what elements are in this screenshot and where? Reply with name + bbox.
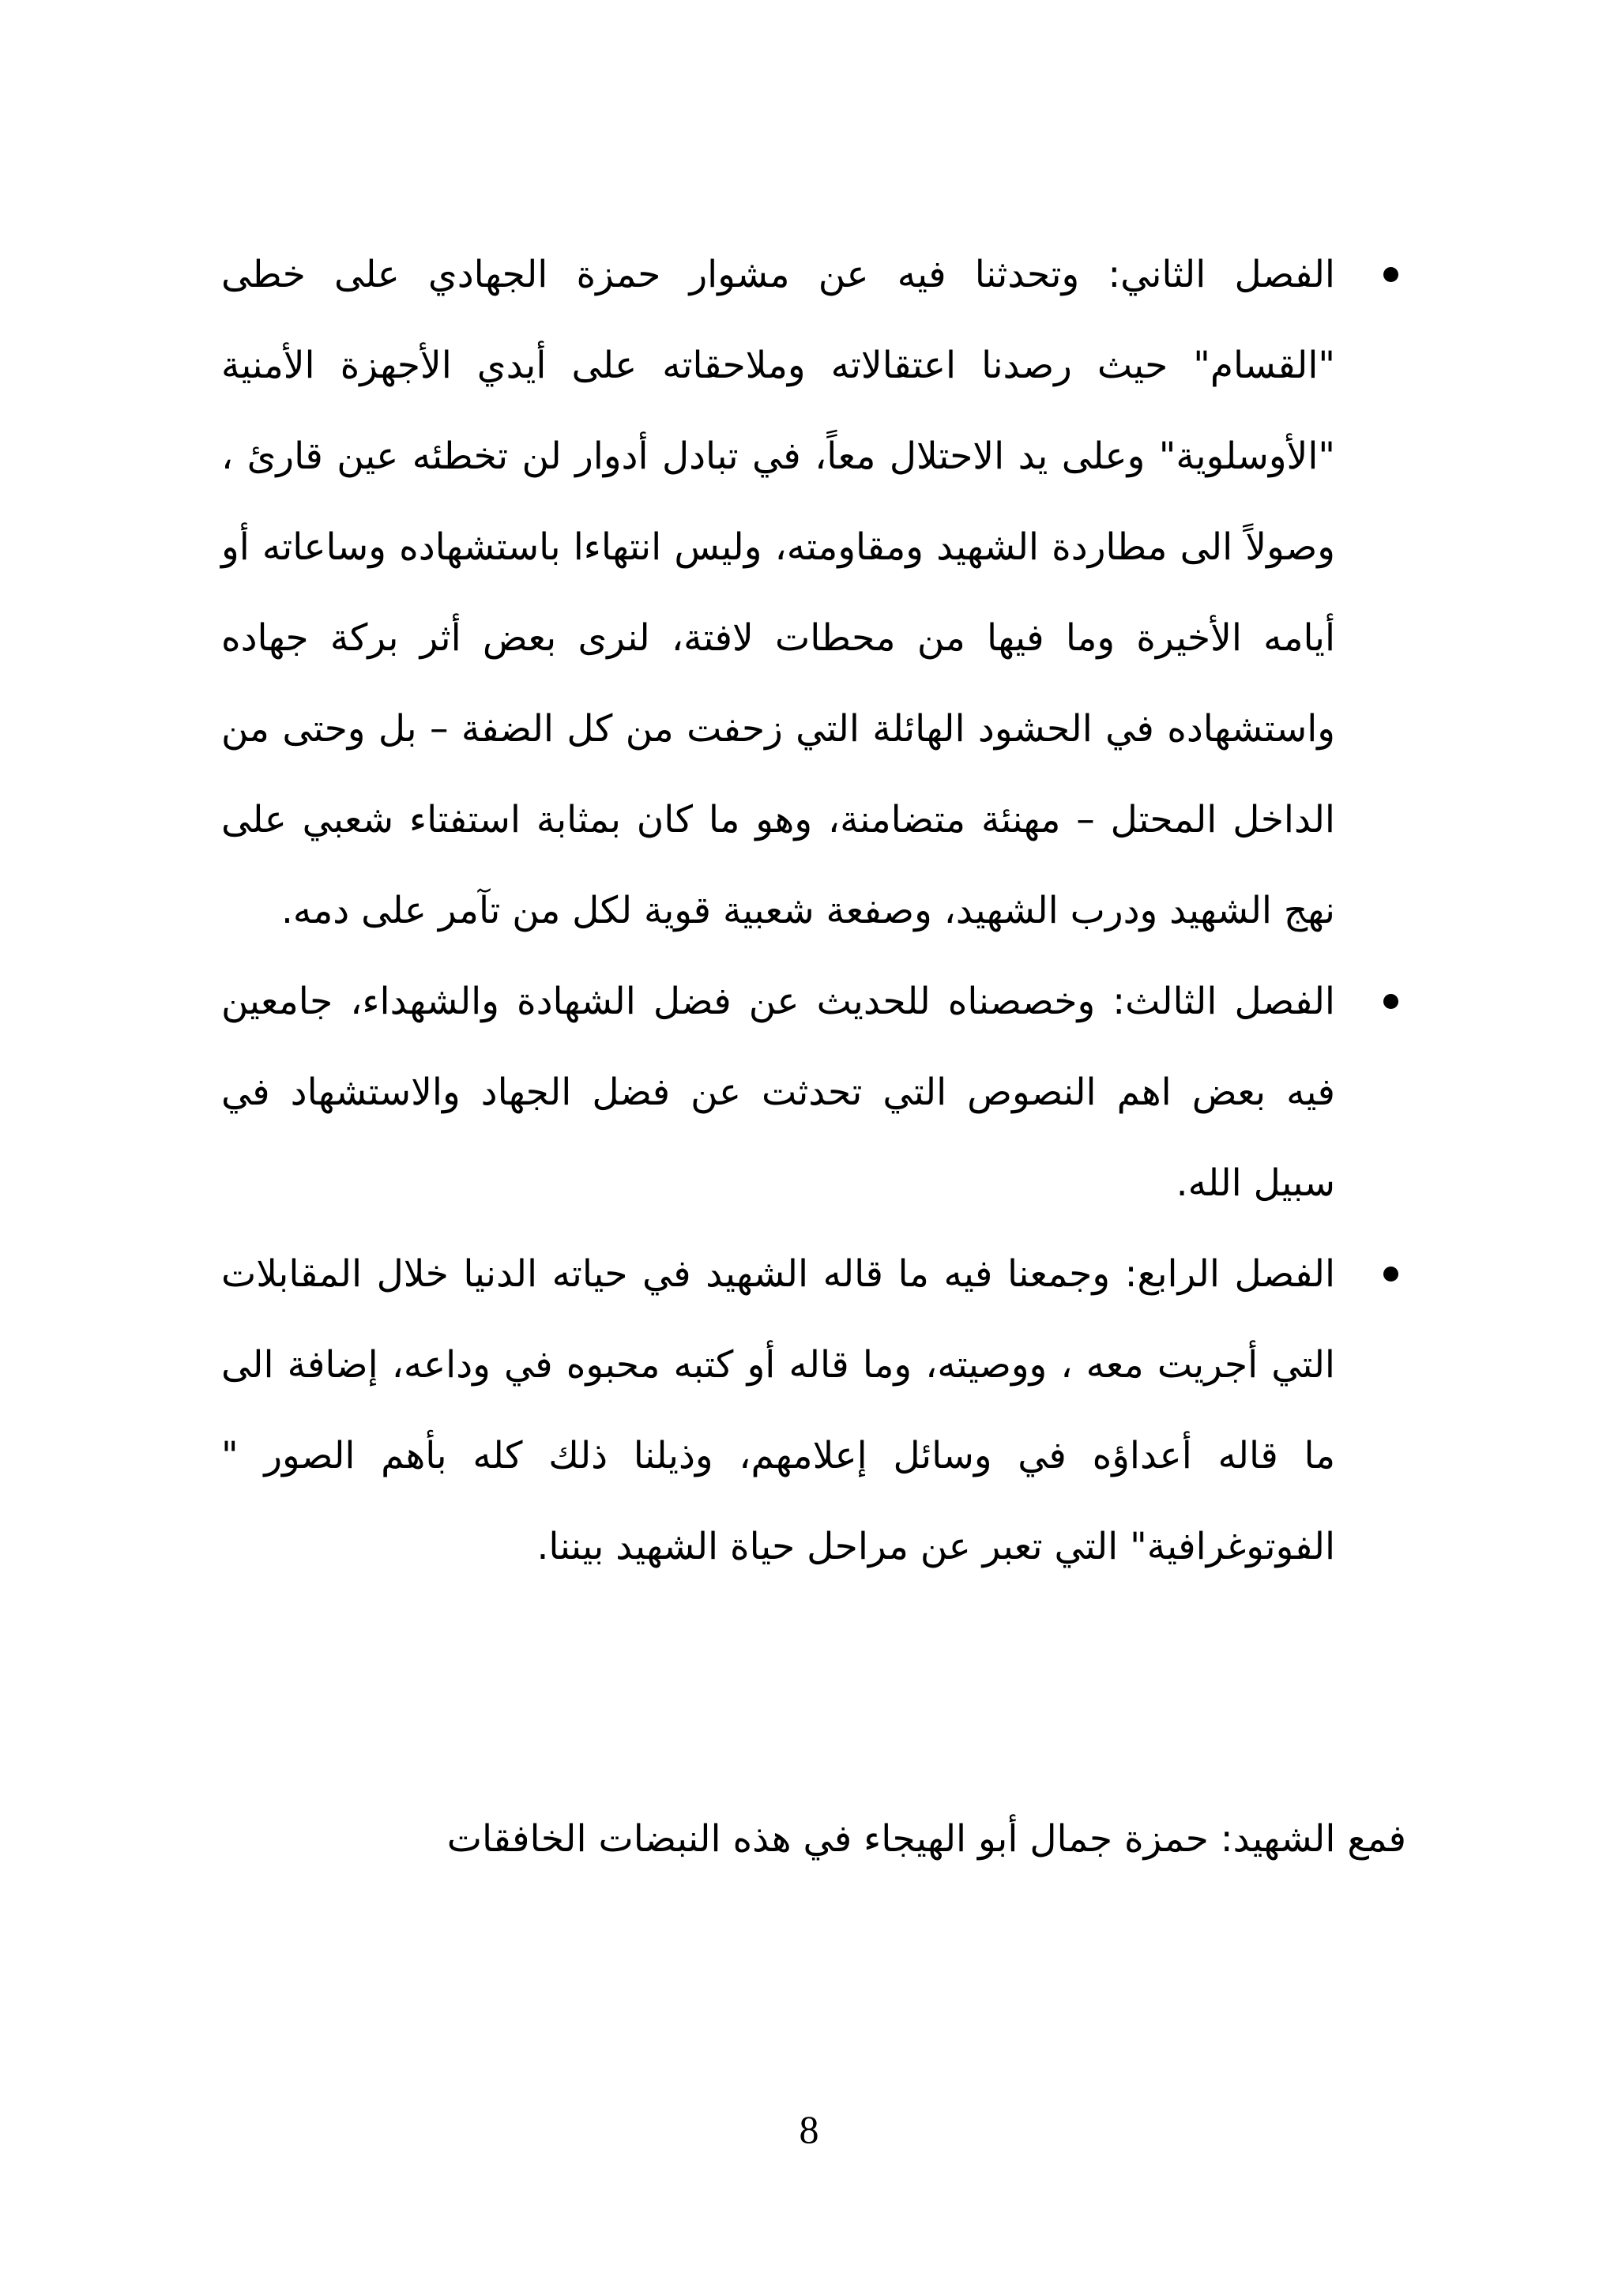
closing-paragraph: فمع الشهيد: حمزة جمال أبو الهيجاء في هذه النبضات الخافقات xyxy=(446,1817,1406,1861)
list-item xyxy=(221,1229,1406,1592)
chapter-list xyxy=(221,229,1406,1592)
chapter-three-text: الفصل الثالث: وخصصناه للحديث عن فضل الشهادة والشهداء، جامعين فيه بعض اهم النصوص التي تحدثت عن فضل الجهاد والاستشهاد في سبيل الله. xyxy=(221,980,1335,1205)
list-item xyxy=(221,229,1406,956)
list-item xyxy=(221,956,1406,1229)
bullet-icon xyxy=(1383,1267,1398,1282)
bullet-icon xyxy=(1383,994,1398,1009)
page-number: 8 xyxy=(799,2107,819,2151)
bullet-icon xyxy=(1383,267,1398,282)
chapter-four-text: الفصل الرابع: وجمعنا فيه ما قاله الشهيد في حياته الدنيا خلال المقابلات التي أجريت معه ، ووصيته، وما قاله أو كتبه محبوه في وداعه، إضافة الى ما قاله أعداؤه في وسائل إعلامهم، وذيلنا ذلك كله بأهم الصور " الفوتوغرافية" التي تعبر عن مراحل حياة الشهيد بيننا. xyxy=(221,1252,1335,1568)
chapter-two-text: الفصل الثاني: وتحدثنا فيه عن مشوار حمزة الجهادي على خطى "القسام" حيث رصدنا اعتقالاته وملاحقاته على أيدي الأجهزة الأمنية "الأوسلوية" وعلى يد الاحتلال معاً، في تبادل أدوار لن تخطئه عين قارئ ، وصولاً الى مطاردة الشهيد ومقاومته، وليس انتهاءا باستشهاده وساعاته أو أيامه الأخيرة وما فيها من محطات لافتة، لنرى بعض أثر بركة جهاده واستشهاده في الحشود الهائلة التي زحفت من كل الضفة – بل وحتى من الداخل المحتل – مهنئة متضامنة، وهو ما كان بمثابة استفتاء شعبي على نهج الشهيد ودرب الشهيد، وصفعة شعبية قوية لكل من تآمر على دمه. xyxy=(221,253,1335,932)
